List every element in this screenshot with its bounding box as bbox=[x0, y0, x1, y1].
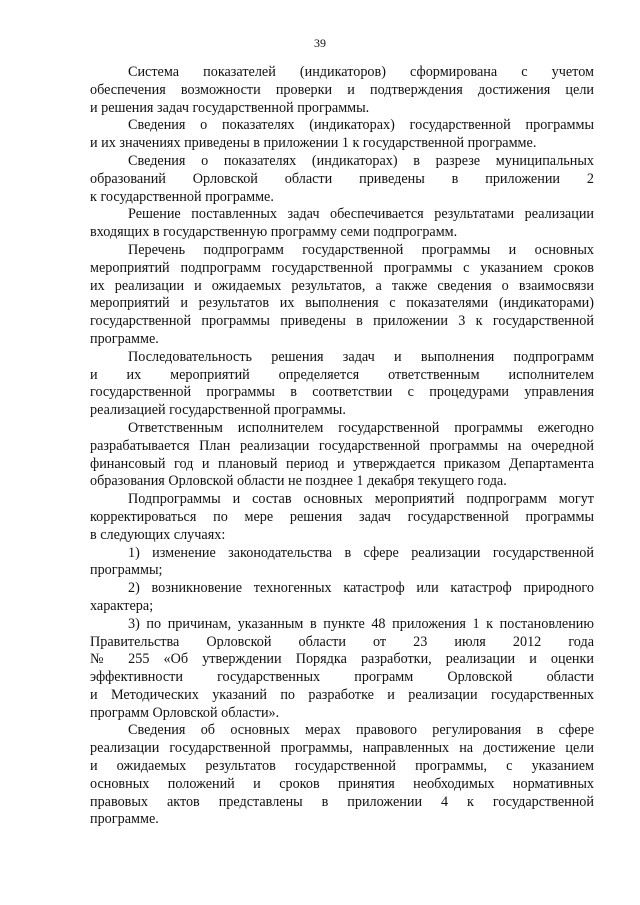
text-line: разрабатывается План реализации государственной программы на очередной bbox=[90, 437, 594, 454]
text-line: эффективности государственных программ Орловской области bbox=[90, 669, 594, 686]
text-line: входящих в государственную программу семи подпрограмм. bbox=[90, 224, 458, 241]
text-line: программе. bbox=[90, 330, 159, 347]
paragraph bbox=[90, 117, 594, 153]
paragraph bbox=[90, 64, 594, 117]
text-line: 2) возникновение техногенных катастроф или катастроф природного bbox=[128, 580, 594, 597]
paragraph bbox=[90, 206, 594, 242]
paragraph bbox=[90, 722, 594, 829]
text-line: корректироваться по мере решения задач государственной программы bbox=[90, 508, 594, 525]
text-line: Правительства Орловской области от 23 июля 2012 года bbox=[90, 633, 594, 650]
text-line: Ответственным исполнителем государственной программы ежегодно bbox=[128, 419, 594, 436]
text-line: к государственной программе. bbox=[90, 188, 274, 205]
page-number: 39 bbox=[314, 36, 326, 50]
text-line: государственной программы приведены в приложении 3 к государственной bbox=[90, 313, 594, 330]
text-line: № 255 «Об утверждении Порядка разработки, реализации и оценки bbox=[90, 651, 594, 668]
text-line: и их значениях приведены в приложении 1 к государственной программе. bbox=[90, 135, 537, 152]
text-line: Решение поставленных задач обеспечивается результатами реализации bbox=[128, 206, 594, 223]
text-line: и Методических указаний по разработке и реализации государственных bbox=[90, 686, 594, 703]
text-line: государственной программы в соответствии с процедурами управления bbox=[90, 384, 594, 401]
text-line: Сведения о показателях (индикаторах) государственной программы bbox=[128, 117, 594, 134]
text-line: Подпрограммы и состав основных мероприятий подпрограмм могут bbox=[128, 491, 594, 508]
paragraph bbox=[90, 616, 594, 723]
document-body bbox=[90, 64, 594, 829]
paragraph bbox=[90, 349, 594, 420]
text-line: мероприятий подпрограмм государственной программы с указанием сроков bbox=[90, 259, 594, 276]
text-line: реализации государственной программы, направленных на достижение цели bbox=[90, 740, 594, 757]
text-line: обеспечения возможности проверки и подтверждения достижения цели bbox=[90, 81, 594, 98]
text-line: 1) изменение законодательства в сфере реализации государственной bbox=[128, 544, 594, 561]
text-line: Сведения о показателях (индикаторах) в разрезе муниципальных bbox=[128, 152, 594, 169]
text-line: основных положений и сроков принятия необходимых нормативных bbox=[90, 775, 594, 792]
text-line: Перечень подпрограмм государственной программы и основных bbox=[128, 241, 594, 258]
text-line: образований Орловской области приведены в приложении 2 bbox=[90, 170, 594, 187]
paragraph bbox=[90, 420, 594, 491]
text-line: реализацией государственной программы. bbox=[90, 402, 346, 419]
text-line: правовых актов представлены в приложении 4 к государственной bbox=[90, 793, 594, 810]
text-line: и ожидаемых результатов государственной программы, с указанием bbox=[90, 758, 594, 775]
text-line: программы; bbox=[90, 562, 163, 579]
text-line: их реализации и ожидаемых результатов, а также сведения о взаимосвязи bbox=[90, 277, 594, 294]
text-line: Система показателей (индикаторов) сформирована с учетом bbox=[128, 64, 594, 80]
paragraph bbox=[90, 491, 594, 544]
text-line: Сведения об основных мерах правового регулирования в сфере bbox=[128, 722, 594, 739]
text-line: и их мероприятий определяется ответственным исполнителем bbox=[90, 366, 594, 383]
paragraph bbox=[90, 242, 594, 349]
text-line: программ Орловской области». bbox=[90, 704, 280, 721]
text-line: характера; bbox=[90, 597, 154, 614]
text-line: и решения задач государственной программы. bbox=[90, 99, 370, 116]
text-line: в следующих случаях: bbox=[90, 526, 226, 543]
text-line: финансовый год и плановый период и утверждается приказом Департамента bbox=[90, 455, 594, 472]
paragraph bbox=[90, 580, 594, 616]
text-line: программе. bbox=[90, 811, 159, 828]
text-line: Последовательность решения задач и выполнения подпрограмм bbox=[128, 348, 594, 365]
paragraph bbox=[90, 153, 594, 206]
text-line: образования Орловской области не позднее 1 декабря текущего года. bbox=[90, 473, 507, 490]
text-line: 3) по причинам, указанным в пункте 48 приложения 1 к постановлению bbox=[128, 615, 594, 632]
text-line: мероприятий и результатов их выполнения с показателями (индикаторами) bbox=[90, 295, 594, 312]
paragraph bbox=[90, 545, 594, 581]
